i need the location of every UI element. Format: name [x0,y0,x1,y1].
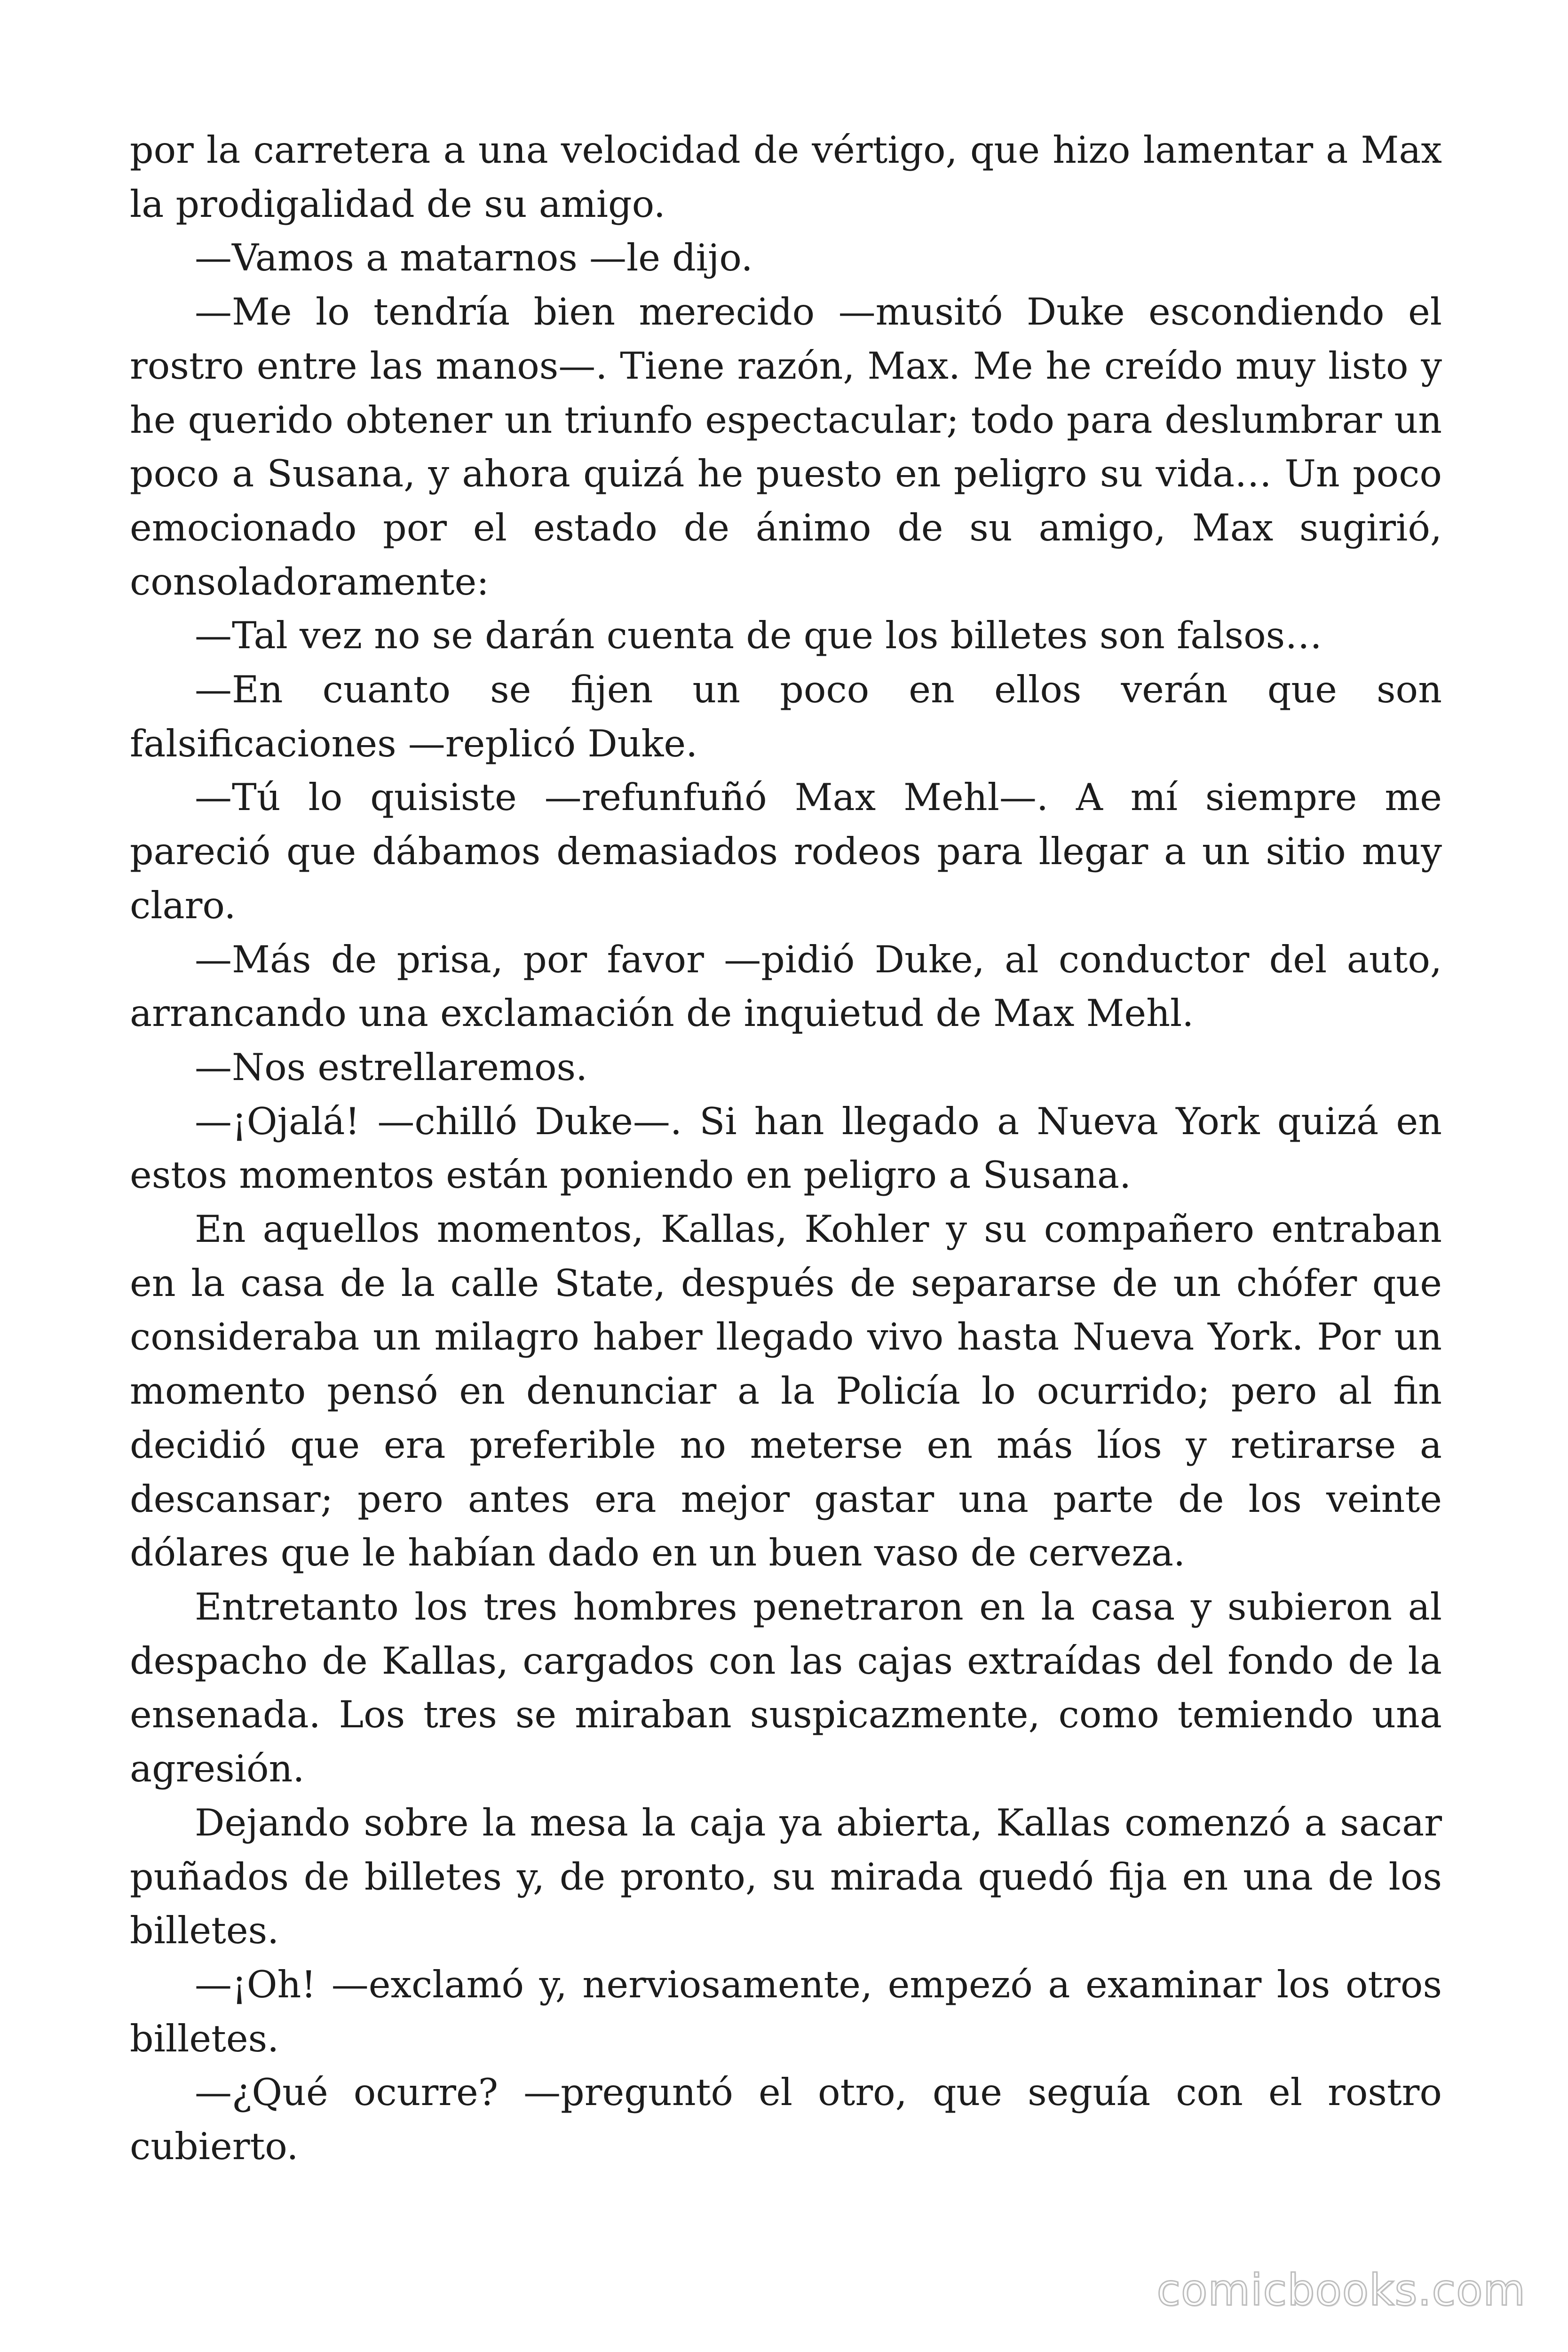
paragraph-10: En aquellos momentos, Kallas, Kohler y su compañero entraban en la casa de la calle State, después de separarse de un chófer que consideraba un milagro haber llegado vivo hasta Nueva York. Por un momento pensó en denunciar a la Policía lo ocurrido; pero al fin decidió que era preferible no meterse en más líos y retirarse a descansar; pero antes era mejor gastar una parte de los veinte dólares que le habían dado en un buen vaso de cerveza. [130,1208,1442,1575]
site-watermark: comicbooks.com [1156,2265,1526,2315]
paragraph-7: —Más de prisa, por favor —pidió Duke, al conductor del auto, arrancando una exclamación de inquietud de Max Mehl. [130,938,1442,1035]
paragraph-6: —Tú lo quisiste —refunfuñó Max Mehl—. A mí siempre me pareció que dábamos demasiados rodeos para llegar a un sitio muy claro. [130,776,1442,927]
paragraph-14: —¿Qué ocurre? —preguntó el otro, que seguía con el rostro cubierto. [130,2071,1442,2169]
paragraph-5: —En cuanto se fijen un poco en ellos verán que son falsificaciones —replicó Duke. [130,668,1442,765]
body-text [130,123,1442,2174]
paragraph-3: —Me lo tendría bien merecido —musitó Duke escondiendo el rostro entre las manos—. Tiene razón, Max. Me he creído muy listo y he querido obtener un triunfo espectacular; todo para deslumbrar un poco a Susana, y ahora quizá he puesto en peligro su vida… Un poco emocionado por el estado de ánimo de su amigo, Max sugirió, consoladoramente: [130,290,1442,604]
paragraph-12: Dejando sobre la mesa la caja ya abierta, Kallas comenzó a sacar puñados de billetes y, de pronto, su mirada quedó fija en una de los billetes. [130,1801,1442,1953]
paragraph-2: —Vamos a matarnos —le dijo. [195,236,753,280]
paragraph-9: —¡Ojalá! —chilló Duke—. Si han llegado a Nueva York quizá en estos momentos están poniendo en peligro a Susana. [130,1099,1442,1197]
paragraph-1: por la carretera a una velocidad de vértigo, que hizo lamentar a Max la prodigalidad de su amigo. [130,128,1442,226]
paragraph-11: Entretanto los tres hombres penetraron en la casa y subieron al despacho de Kallas, cargados con las cajas extraídas del fondo de la ensenada. Los tres se miraban suspicazmente, como temiendo una agresión. [130,1585,1442,1791]
paragraph-4: —Tal vez no se darán cuenta de que los billetes son falsos… [195,614,1323,658]
paragraph-8: —Nos estrellaremos. [195,1045,588,1089]
paragraph-13: —¡Oh! —exclamó y, nerviosamente, empezó a examinar los otros billetes. [130,1963,1442,2060]
